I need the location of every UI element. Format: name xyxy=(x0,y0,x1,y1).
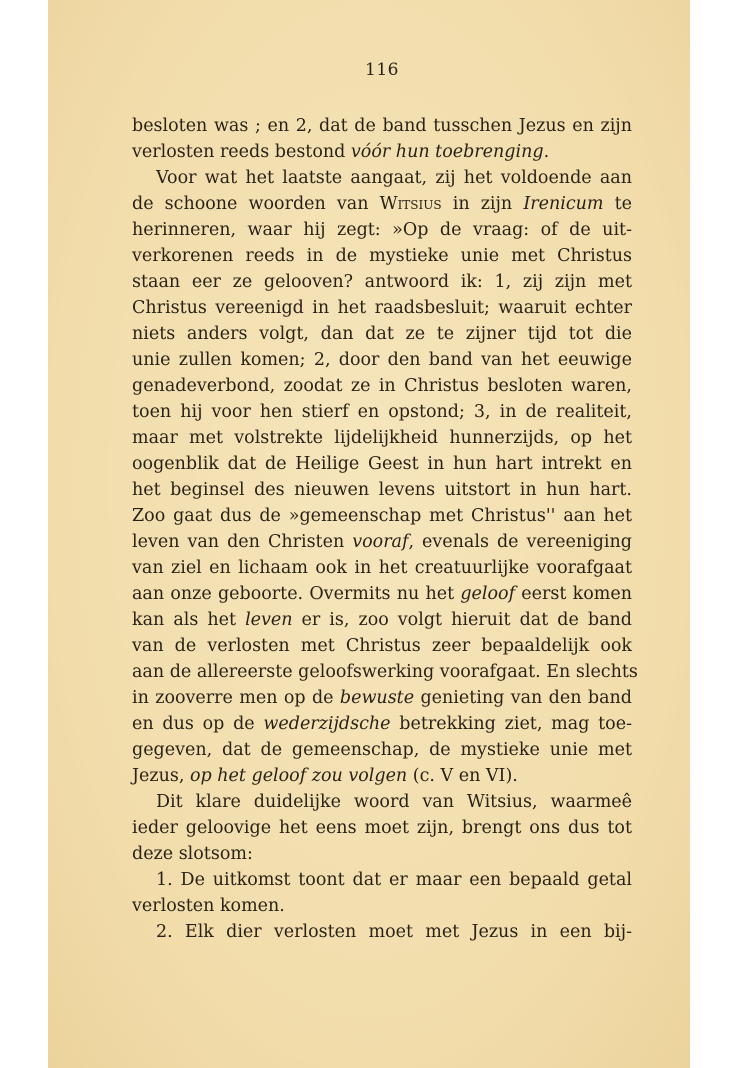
text-line xyxy=(132,581,632,607)
text-segment: oogenblik dat de Heilige Geest in hun hart intrekt en xyxy=(132,454,632,474)
text-line xyxy=(132,217,632,243)
book-page xyxy=(48,0,690,1068)
text-line xyxy=(132,139,632,165)
page-number: 116 xyxy=(365,60,399,80)
text-segment: aan onze geboorte. Overmits nu het xyxy=(132,584,461,604)
text-line xyxy=(132,659,638,685)
text-segment: 1. De uitkomst toont dat er maar een bepaald getal xyxy=(156,870,632,890)
text-segment: in zooverre men op de xyxy=(132,688,340,708)
text-segment: kan als het xyxy=(132,610,246,630)
text-line xyxy=(132,763,632,789)
text-line xyxy=(132,841,632,867)
text-segment: de schoone woorden van xyxy=(132,194,380,214)
italic-phrase: vóór hun toebrenging xyxy=(350,142,544,162)
text-line xyxy=(132,711,632,737)
italic-phrase: vooraf xyxy=(352,532,409,552)
text-segment: en dus op de xyxy=(132,714,264,734)
text-line xyxy=(132,113,632,139)
text-segment: het beginsel des nieuwen levens uitstort in hun hart. xyxy=(132,480,632,500)
text-segment: verlosten reeds bestond xyxy=(132,142,351,162)
text-segment: Zoo gaat dus de »gemeenschap met Christus'' aan het xyxy=(132,506,632,526)
text-segment: van de verlosten met Christus zeer bepaaldelijk ook xyxy=(132,636,632,656)
text-line xyxy=(132,607,632,633)
text-segment: verlosten komen. xyxy=(132,896,285,916)
text-segment: eerst komen xyxy=(515,584,632,604)
text-line xyxy=(132,269,632,295)
text-segment: Christus vereenigd in het raadsbesluit; waaruit echter xyxy=(132,298,632,318)
text-line xyxy=(132,243,632,269)
text-segment: Dit klare duidelijke woord van Witsius, waarmeê xyxy=(156,792,632,812)
text-segment: Jezus, xyxy=(132,766,190,786)
text-segment: (c. V en VI). xyxy=(407,766,518,786)
text-segment: toen hij voor hen stierf en opstond; 3, in de realiteit, xyxy=(132,402,632,422)
text-segment: , evenals de vereeniging xyxy=(408,532,632,552)
small-caps-name: Witsius xyxy=(379,194,442,214)
italic-phrase: Irenicum xyxy=(523,194,604,214)
text-segment: te xyxy=(603,194,632,214)
text-line xyxy=(156,165,632,191)
text-segment: betrekking ziet, mag toe- xyxy=(390,714,632,734)
text-line xyxy=(132,347,632,373)
text-line xyxy=(156,919,632,945)
text-segment: herinneren, waar hij zegt: »Op de vraag: of de uit- xyxy=(132,220,632,240)
text-segment: genadeverbond, zoodat ze in Christus besloten waren, xyxy=(132,376,632,396)
text-segment: leven van den Christen xyxy=(132,532,353,552)
text-line xyxy=(132,685,632,711)
text-segment: staan eer ze gelooven? antwoord ik: 1, zij zijn met xyxy=(132,272,632,292)
text-line xyxy=(132,555,632,581)
text-line xyxy=(132,893,632,919)
text-segment: deze slotsom: xyxy=(132,844,253,864)
text-line xyxy=(132,321,632,347)
text-line xyxy=(132,633,632,659)
text-segment: maar met volstrekte lijdelijkheid hunnerzijds, op het xyxy=(132,428,632,448)
text-segment: in zijn xyxy=(441,194,524,214)
text-segment: . xyxy=(543,142,550,162)
text-segment: unie zullen komen; 2, door den band van het eeuwige xyxy=(132,350,632,370)
text-segment: verkorenen reeds in de mystieke unie met Christus xyxy=(132,246,632,266)
italic-phrase: leven xyxy=(245,610,293,630)
text-line xyxy=(132,451,632,477)
text-line xyxy=(156,789,632,815)
text-segment: gegeven, dat de gemeenschap, de mystieke unie met xyxy=(132,740,632,760)
text-segment: ieder geloovige het eens moet zijn, brengt ons dus tot xyxy=(132,818,632,838)
text-line xyxy=(156,867,632,893)
text-line xyxy=(132,399,632,425)
italic-phrase: wederzijdsche xyxy=(263,714,391,734)
text-line xyxy=(132,191,632,217)
text-segment: er is, zoo volgt hieruit dat de band xyxy=(292,610,632,630)
text-line xyxy=(132,737,632,763)
text-segment: Voor wat het laatste aangaat, zij het voldoende aan xyxy=(156,168,632,188)
text-line xyxy=(132,295,632,321)
text-segment: aan de allereerste geloofswerking voorafgaat. En slechts xyxy=(132,662,638,682)
text-line xyxy=(132,503,632,529)
text-line xyxy=(132,373,632,399)
italic-phrase: op het geloof zou volgen xyxy=(189,766,408,786)
text-segment: genieting van den band xyxy=(414,688,632,708)
text-line xyxy=(132,815,632,841)
text-segment: niets anders volgt, dan dat ze te zijner tijd tot die xyxy=(132,324,632,344)
text-segment: 2. Elk dier verlosten moet met Jezus in een bij- xyxy=(156,922,632,942)
text-segment: besloten was ; en 2, dat de band tusschen Jezus en zijn xyxy=(132,116,632,136)
text-segment: van ziel en lichaam ook in het creatuurlijke voorafgaat xyxy=(132,558,632,578)
italic-phrase: bewuste xyxy=(339,688,415,708)
text-line xyxy=(132,425,632,451)
italic-phrase: geloof xyxy=(460,584,516,604)
text-line xyxy=(132,529,632,555)
text-line xyxy=(132,477,632,503)
